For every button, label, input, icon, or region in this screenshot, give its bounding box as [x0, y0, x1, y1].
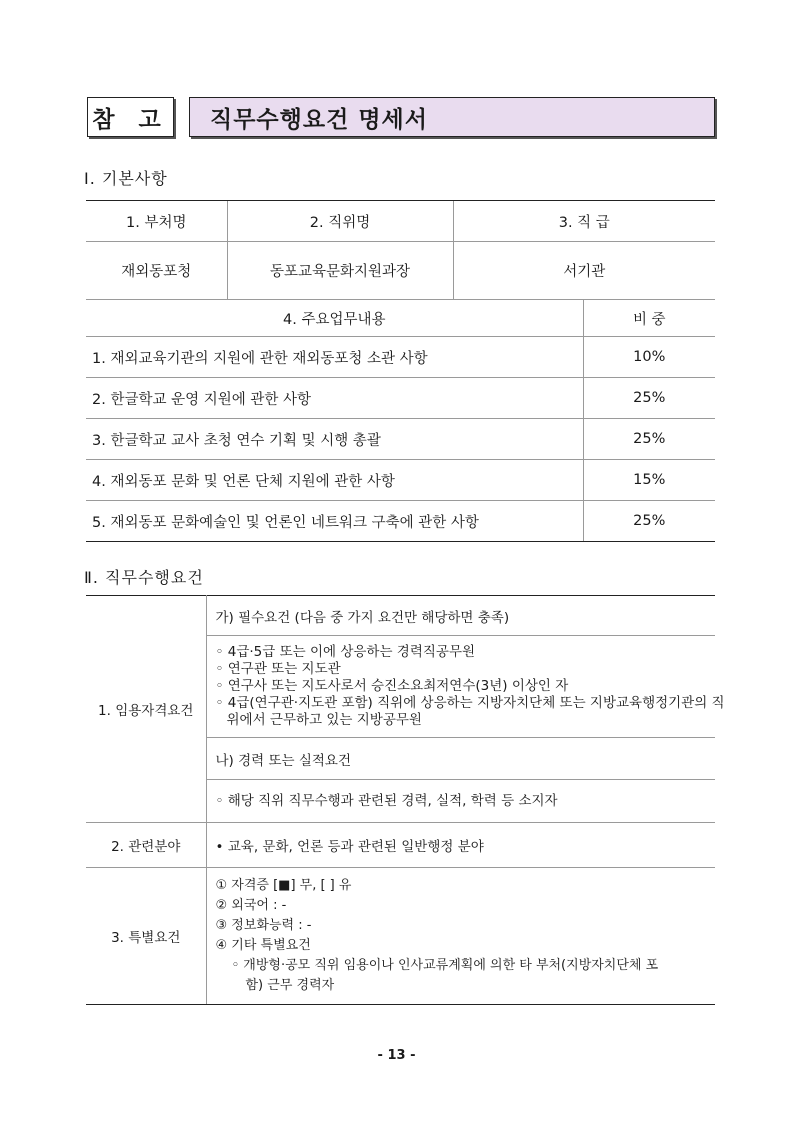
special-requirements-list [206, 868, 715, 1005]
task-weight: 25% [583, 378, 715, 419]
related-field-value: • 교육, 문화, 언론 등과 관련된 일반행정 분야 [206, 823, 715, 868]
related-field-label: 2. 관련분야 [86, 823, 206, 868]
list-item: ◦ 4급(연구관·지도관 포함) 직위에 상응하는 지방자치단체 또는 지방교육행정기관의 직 [215, 695, 725, 711]
grade-value: 서기관 [453, 242, 715, 300]
table-row [86, 378, 715, 419]
task-weight: 15% [583, 460, 715, 501]
reference-tag: 참 고 [87, 97, 174, 137]
dept-header: 1. 부처명 [86, 201, 227, 242]
qualification-required-title: 가) 필수요건 (다음 중 가지 요건만 해당하면 충족) [206, 596, 715, 636]
qualification-label: 1. 임용자격요건 [86, 596, 206, 823]
section-requirements-title: Ⅱ. 직무수행요건 [84, 568, 204, 587]
list-item: ◦ 개방형·공모 직위 임용이나 인사교류계획에 의한 타 부처(지방자치단체 포 [231, 958, 659, 973]
list-item: ③ 정보화능력 : - [215, 918, 312, 933]
task-weight: 25% [583, 501, 715, 542]
list-item: ◦ 연구관 또는 지도관 [215, 661, 341, 677]
task-weight: 10% [583, 337, 715, 378]
page-number: - 13 - [377, 1048, 416, 1063]
list-item: ② 외국어 : - [215, 898, 287, 913]
table-row [86, 419, 715, 460]
qualification-experience-item: ◦ 해당 직위 직무수행과 관련된 경력, 실적, 학력 등 소지자 [206, 780, 715, 823]
table-row [86, 460, 715, 501]
qualification-required-list [206, 636, 725, 738]
list-item: ① 자격증 [■] 무, [ ] 유 [215, 878, 352, 893]
task-text: 1. 재외교육기관의 지원에 관한 재외동포청 소관 사항 [86, 337, 583, 378]
position-value: 동포교육문화지원과장 [227, 242, 453, 300]
special-requirements-label: 3. 특별요건 [86, 868, 206, 1005]
list-item: 함) 근무 경력자 [245, 978, 335, 993]
list-item: 위에서 근무하고 있는 지방공무원 [226, 712, 422, 728]
task-weight: 25% [583, 419, 715, 460]
task-text: 4. 재외동포 문화 및 언론 단체 지원에 관한 사항 [86, 460, 583, 501]
position-header: 2. 직위명 [227, 201, 453, 242]
section-basic-title: Ⅰ. 기본사항 [84, 169, 168, 188]
task-text: 5. 재외동포 문화예술인 및 언론인 네트워크 구축에 관한 사항 [86, 501, 583, 542]
dept-value: 재외동포청 [86, 242, 227, 300]
table-row [86, 337, 715, 378]
task-header: 4. 주요업무내용 [86, 300, 583, 337]
weight-header: 비 중 [583, 300, 715, 337]
qualification-experience-title: 나) 경력 또는 실적요건 [206, 738, 715, 780]
page-title: 직무수행요건 명세서 [189, 97, 715, 137]
grade-header: 3. 직 급 [453, 201, 715, 242]
list-item: ◦ 연구사 또는 지도사로서 승진소요최저연수(3년) 이상인 자 [215, 678, 569, 694]
task-text: 3. 한글학교 교사 초청 연수 기획 및 시행 총괄 [86, 419, 583, 460]
table-row [86, 501, 715, 542]
task-text: 2. 한글학교 운영 지원에 관한 사항 [86, 378, 583, 419]
list-item: ◦ 4급·5급 또는 이에 상응하는 경력직공무원 [215, 644, 476, 660]
basic-info-table [86, 200, 715, 542]
requirements-table [86, 595, 725, 1005]
list-item: ④ 기타 특별요건 [215, 938, 311, 953]
